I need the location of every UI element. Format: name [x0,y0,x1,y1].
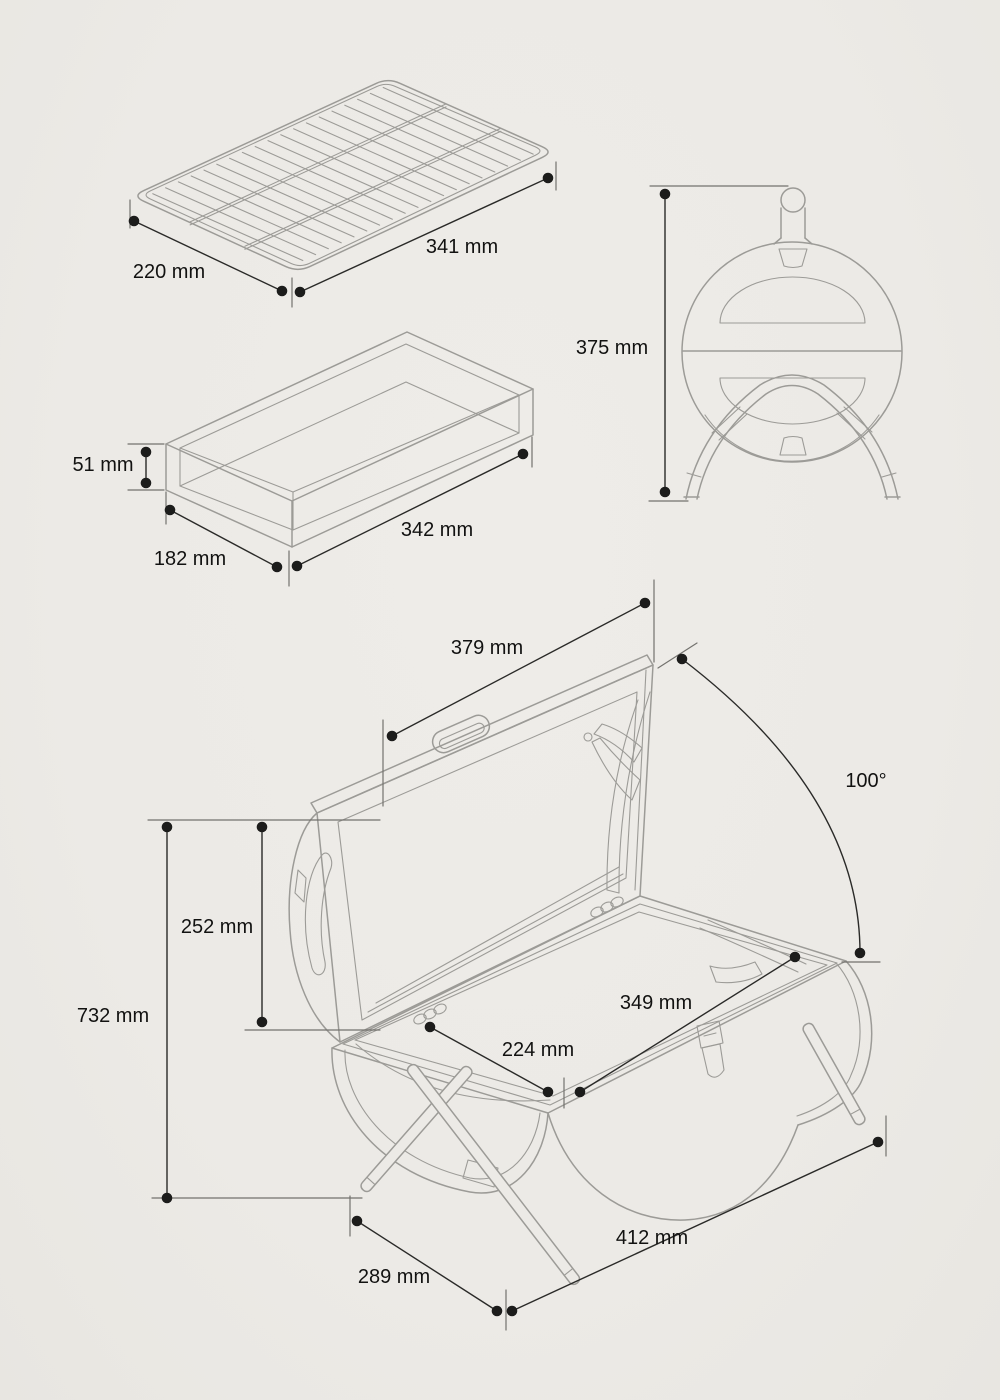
grate-wires [153,88,533,261]
tray-rim-inner [180,344,519,492]
dim-total-height [77,822,362,1204]
tray-outer [166,332,533,547]
hinges [412,895,625,1026]
dim-lid-length [383,580,654,806]
chimney [774,188,812,244]
dim-label-grate-length: 341 mm [425,236,499,258]
dim-label-lid-height: 252 mm [180,916,254,938]
dim-tray-depth [154,492,289,586]
tray-figure [72,332,533,586]
front-view-figure [576,186,902,501]
lid-cap-notch [295,870,306,902]
bowl [332,896,872,1220]
bowl-inner-arc [705,415,879,461]
lid-left-cap [289,813,340,1042]
barrel-bottom-edge [548,1113,798,1220]
tray-floor [180,382,519,530]
bowl-damper [710,962,762,983]
dim-tray-height [72,444,164,490]
legs [359,1022,867,1287]
bottom-vent [780,437,806,456]
dim-label-total-height: 732 mm [76,1005,150,1027]
lid-frame-outer [317,665,653,1042]
dim-grate-length [292,162,556,307]
damper-pivot [584,733,592,741]
lid-top-strip [311,655,653,813]
dim-label-bowl-length: 349 mm [619,992,693,1014]
open-view-figure [77,580,887,1330]
bowl-right-interior [700,920,806,983]
dim-label-lid-length: 379 mm [450,637,524,659]
grate-figure [129,81,556,307]
barrel-right-cap [798,961,872,1125]
lid-vent-arc [720,277,865,323]
dim-label-bowl-depth: 224 mm [501,1039,575,1061]
dim-lid-height [148,820,380,1030]
dim-label-base-depth: 289 mm [357,1266,431,1288]
dim-label-opening-angle: 100° [845,770,887,792]
dim-label-front-height: 375 mm [575,337,649,359]
dim-tray-length [292,437,532,571]
dim-label-tray-height: 51 mm [72,454,134,476]
top-vent [779,249,807,268]
dim-label-tray-depth: 182 mm [153,548,227,570]
dim-label-base-length: 412 mm [615,1227,689,1249]
dim-label-grate-depth: 220 mm [132,261,206,283]
dim-grate-depth [129,200,288,296]
barrel-left-cap [332,1048,548,1193]
dim-opening-angle [658,643,887,962]
dim-base-depth [350,1196,502,1316]
dim-label-tray-length: 342 mm [400,519,474,541]
